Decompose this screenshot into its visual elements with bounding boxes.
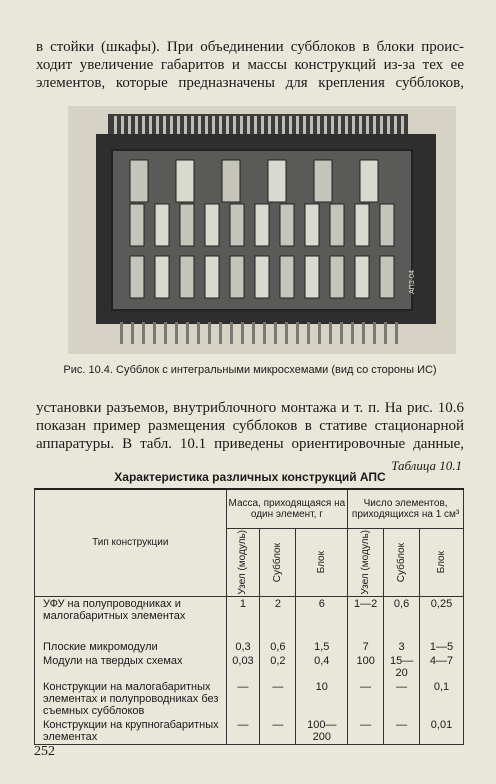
contact-pin [345, 116, 348, 134]
contact-pin [121, 116, 124, 134]
subblock-photo [68, 106, 456, 354]
contact-pin [170, 116, 173, 134]
contact-pin [226, 116, 229, 134]
table-title: Характеристика различных конструкций АПС [114, 470, 386, 484]
connector-pin [307, 322, 310, 344]
contact-pin [359, 116, 362, 134]
characteristics-table [34, 488, 464, 745]
connector-pin [318, 322, 321, 344]
row-name: Конструкции на крупногабаритных элементах [35, 718, 227, 745]
connector-pin [274, 322, 277, 344]
cell-value: 4—7 [420, 654, 464, 680]
cell-value: 10 [296, 680, 348, 718]
cell-value: 1—2 [348, 596, 384, 640]
cell-value: 100 [348, 654, 384, 680]
contact-pin [240, 116, 243, 134]
contact-pin [114, 116, 117, 134]
contact-pin [296, 116, 299, 134]
contact-pin [149, 116, 152, 134]
row-name: Плоские микромодули [35, 640, 227, 654]
ic-chip [314, 160, 332, 202]
ic-chip [330, 256, 344, 298]
ic-chip [355, 256, 369, 298]
cell-value: 7 [348, 640, 384, 654]
ic-chip [222, 160, 240, 202]
cell-value: — [260, 680, 296, 718]
connector-pin [241, 322, 244, 344]
text-line: в стойки (шкафы). При объединении субблоков в блоки проис- [36, 39, 464, 55]
cell-value: 1,5 [296, 640, 348, 654]
contact-pin [401, 116, 404, 134]
table-row [35, 596, 464, 640]
contact-pin [282, 116, 285, 134]
connector-pin [384, 322, 387, 344]
cell-value: — [384, 680, 420, 718]
connector-pin [351, 322, 354, 344]
paragraph-middle [36, 399, 464, 453]
ic-chip [268, 160, 286, 202]
text-line: ходит увеличение габаритов и массы конструкций из-за тех ее [36, 57, 464, 73]
row-name: Конструкции на малогабаритных элементах и полупроводниках без съемных субблоков [35, 680, 227, 718]
connector-pin [252, 322, 255, 344]
contact-pin [303, 116, 306, 134]
ic-chip [360, 160, 378, 202]
table-row [35, 654, 464, 680]
contact-pin [191, 116, 194, 134]
contact-pin [380, 116, 383, 134]
row-name: УФУ на полупроводниках и малогабаритных элементах [35, 596, 227, 640]
ic-chip [280, 256, 294, 298]
contact-pin [254, 116, 257, 134]
contact-pin [219, 116, 222, 134]
ic-chip [205, 256, 219, 298]
cell-value: 0,6 [384, 596, 420, 640]
ic-chip [230, 256, 244, 298]
connector-pin [373, 322, 376, 344]
connector-pin [164, 322, 167, 344]
contact-pin [247, 116, 250, 134]
page-number: 252 [34, 744, 55, 759]
contact-pin [212, 116, 215, 134]
cell-value: 0,1 [420, 680, 464, 718]
connector-pin [329, 322, 332, 344]
connector-pin [186, 322, 189, 344]
ic-chip [380, 256, 394, 298]
contact-pin [177, 116, 180, 134]
figure-caption: Рис. 10.4. Субблок с интегральными микросхемами (вид со стороны ИС) [63, 364, 437, 376]
cell-value: 3 [384, 640, 420, 654]
contact-pin [387, 116, 390, 134]
row-name: Модули на твердых схемах [35, 654, 227, 680]
connector-pin [340, 322, 343, 344]
text-line: установки разъемов, внутриблочного монтажа и т. п. На рис. 10.6 [36, 400, 464, 416]
ic-chip [155, 256, 169, 298]
col-header-mass: Масса, приходящаяся на один элемент, г [226, 489, 348, 529]
ic-chip [305, 204, 319, 246]
top-contacts [108, 114, 408, 136]
contact-pin [163, 116, 166, 134]
connector-pin [263, 322, 266, 344]
contact-pin [324, 116, 327, 134]
text-line: показан пример размещения субблоков в стативе стационарной [36, 418, 464, 434]
ic-chip [130, 204, 144, 246]
contact-pin [184, 116, 187, 134]
cell-value: — [226, 718, 260, 745]
cell-value: 6 [296, 596, 348, 640]
contact-pin [310, 116, 313, 134]
cell-value: 100—200 [296, 718, 348, 745]
cell-value: 0,2 [260, 654, 296, 680]
cell-value: — [348, 718, 384, 745]
cell-value: 0,25 [420, 596, 464, 640]
cell-value: — [226, 680, 260, 718]
subheader: Узел (модуль) [348, 529, 384, 597]
contact-pin [261, 116, 264, 134]
ic-chip [130, 256, 144, 298]
contact-pin [373, 116, 376, 134]
subheader: Узел (модуль) [226, 529, 260, 597]
cell-value: 0,4 [296, 654, 348, 680]
subheader: Блок [296, 529, 348, 597]
ic-chip [355, 204, 369, 246]
paragraph-top [36, 38, 464, 92]
ic-chip [255, 256, 269, 298]
connector-pin [208, 322, 211, 344]
ic-chip [380, 204, 394, 246]
contact-pin [135, 116, 138, 134]
ic-chip [330, 204, 344, 246]
board-marking: АПЗ-04 [409, 270, 416, 294]
cell-value: 1—5 [420, 640, 464, 654]
ic-chip [280, 204, 294, 246]
ic-chip [180, 256, 194, 298]
table-row [35, 718, 464, 745]
text-line: аппаратуры. В табл. 10.1 приведены ориентировочные данные, [36, 436, 464, 452]
connector-pin [120, 322, 123, 344]
cell-value: 0,03 [226, 654, 260, 680]
connector-pin [285, 322, 288, 344]
text-line: элементов, которые предназначены для крепления субблоков, [36, 75, 464, 91]
cell-value: 15—20 [384, 654, 420, 680]
cell-value: 1 [226, 596, 260, 640]
contact-pin [275, 116, 278, 134]
ic-chip [130, 160, 148, 202]
contact-pin [331, 116, 334, 134]
connector-pin [142, 322, 145, 344]
connector-pin [197, 322, 200, 344]
ic-chip [305, 256, 319, 298]
subheader: Субблок [260, 529, 296, 597]
cell-value: 0,3 [226, 640, 260, 654]
ic-chip [180, 204, 194, 246]
connector-pin [153, 322, 156, 344]
contact-pin [142, 116, 145, 134]
contact-pin [205, 116, 208, 134]
col-header-type: Тип конструкции [35, 489, 227, 596]
contact-pin [366, 116, 369, 134]
contact-pin [394, 116, 397, 134]
col-header-count: Число элементов, приходящихся на 1 см³ [348, 489, 464, 529]
cell-value: 0,01 [420, 718, 464, 745]
cell-value: 2 [260, 596, 296, 640]
connector-pin [296, 322, 299, 344]
contact-pin [317, 116, 320, 134]
contact-pin [198, 116, 201, 134]
contact-pin [128, 116, 131, 134]
cell-value: — [260, 718, 296, 745]
connector-pin [131, 322, 134, 344]
table-label: Таблица 10.1 [391, 458, 462, 473]
ic-chip [176, 160, 194, 202]
cell-value: — [348, 680, 384, 718]
contact-pin [289, 116, 292, 134]
ic-chip [205, 204, 219, 246]
subheader: Блок [420, 529, 464, 597]
connector-pin [230, 322, 233, 344]
connector-pin [175, 322, 178, 344]
cell-value: 0,6 [260, 640, 296, 654]
subheader: Субблок [384, 529, 420, 597]
connector-pin [362, 322, 365, 344]
table-row [35, 640, 464, 654]
connector-pin [395, 322, 398, 344]
contact-pin [268, 116, 271, 134]
contact-pin [352, 116, 355, 134]
ic-chip [155, 204, 169, 246]
contact-pin [233, 116, 236, 134]
ic-chip [230, 204, 244, 246]
connector-pin [219, 322, 222, 344]
table-row [35, 680, 464, 718]
contact-pin [338, 116, 341, 134]
contact-pin [156, 116, 159, 134]
cell-value: — [384, 718, 420, 745]
ic-chip [255, 204, 269, 246]
